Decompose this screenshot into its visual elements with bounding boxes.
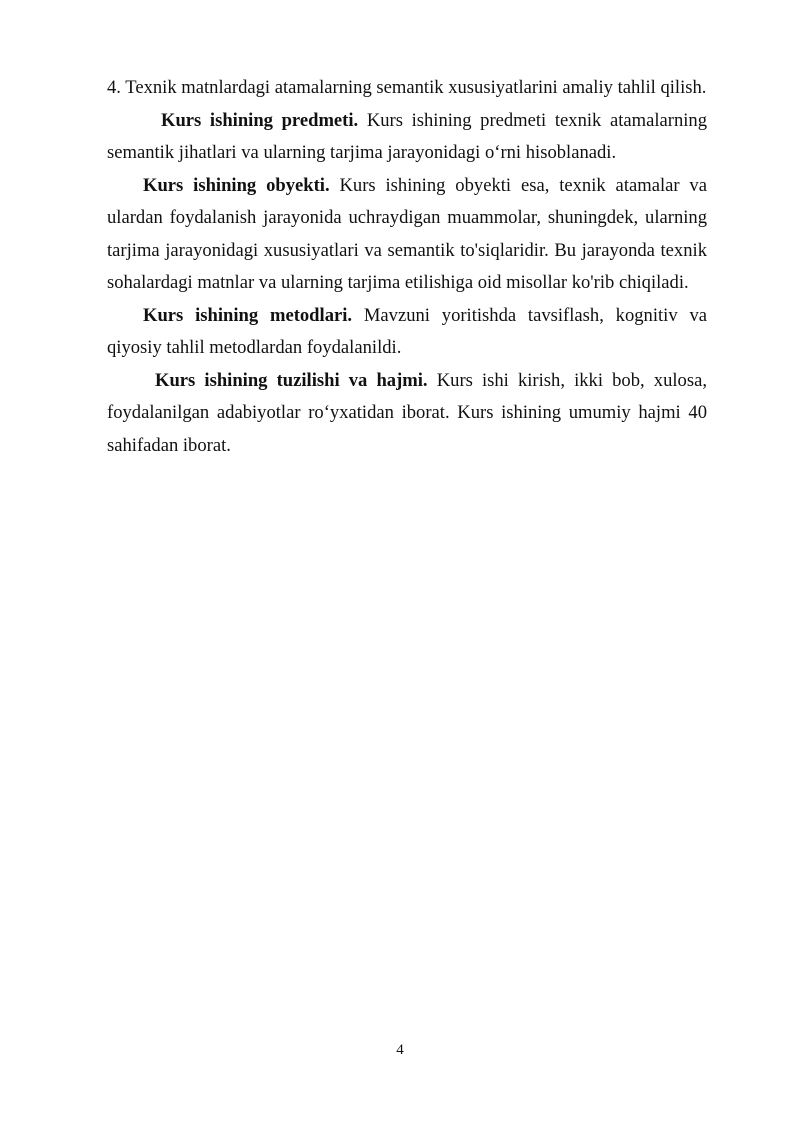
paragraph-text: Kurs ishi kirish, ikki bob, xulosa, foydalanilgan adabiyotlar ro‘yxatidan iborat. Kurs ishining umumiy hajmi 40 sahifadan iborat. xyxy=(107,369,707,456)
paragraph-heading: Kurs ishining tuzilishi va hajmi. xyxy=(155,369,428,391)
paragraph-heading: Kurs ishining predmeti. xyxy=(161,109,359,131)
page-number: 4 xyxy=(396,1042,404,1058)
paragraph-text: Kurs ishining obyekti esa, texnik atamalar va ulardan foydalanish jarayonida uchraydigan muammolar, shuningdek, ularning tarjima jarayonidagi xususiyatlari va semantik to'siqlaridir. Bu jarayonda texnik sohalardagi matnlar va ularning tarjima etilishiga oid misollar ko'rib chiqiladi. xyxy=(107,174,707,293)
paragraph-heading: Kurs ishining metodlari. xyxy=(143,304,353,326)
paragraph-object xyxy=(107,170,707,300)
paragraph-text: 4. Texnik matnlardagi atamalarning semantik xususiyatlarini amaliy tahlil qilish. xyxy=(107,77,707,98)
paragraph-text: Mavzuni yoritishda tavsiflash, kognitiv va qiyosiy tahlil metodlardan foydalanildi. xyxy=(107,304,707,358)
document-body xyxy=(107,72,707,462)
paragraph-task-4 xyxy=(107,72,707,105)
paragraph-structure xyxy=(107,365,707,463)
paragraph-text: Kurs ishining predmeti texnik atamalarning semantik jihatlari va ularning tarjima jarayonidagi o‘rni hisoblanadi. xyxy=(107,109,708,163)
paragraph-subject xyxy=(107,105,707,170)
paragraph-heading: Kurs ishining obyekti. xyxy=(143,174,330,196)
paragraph-methods xyxy=(107,300,707,365)
